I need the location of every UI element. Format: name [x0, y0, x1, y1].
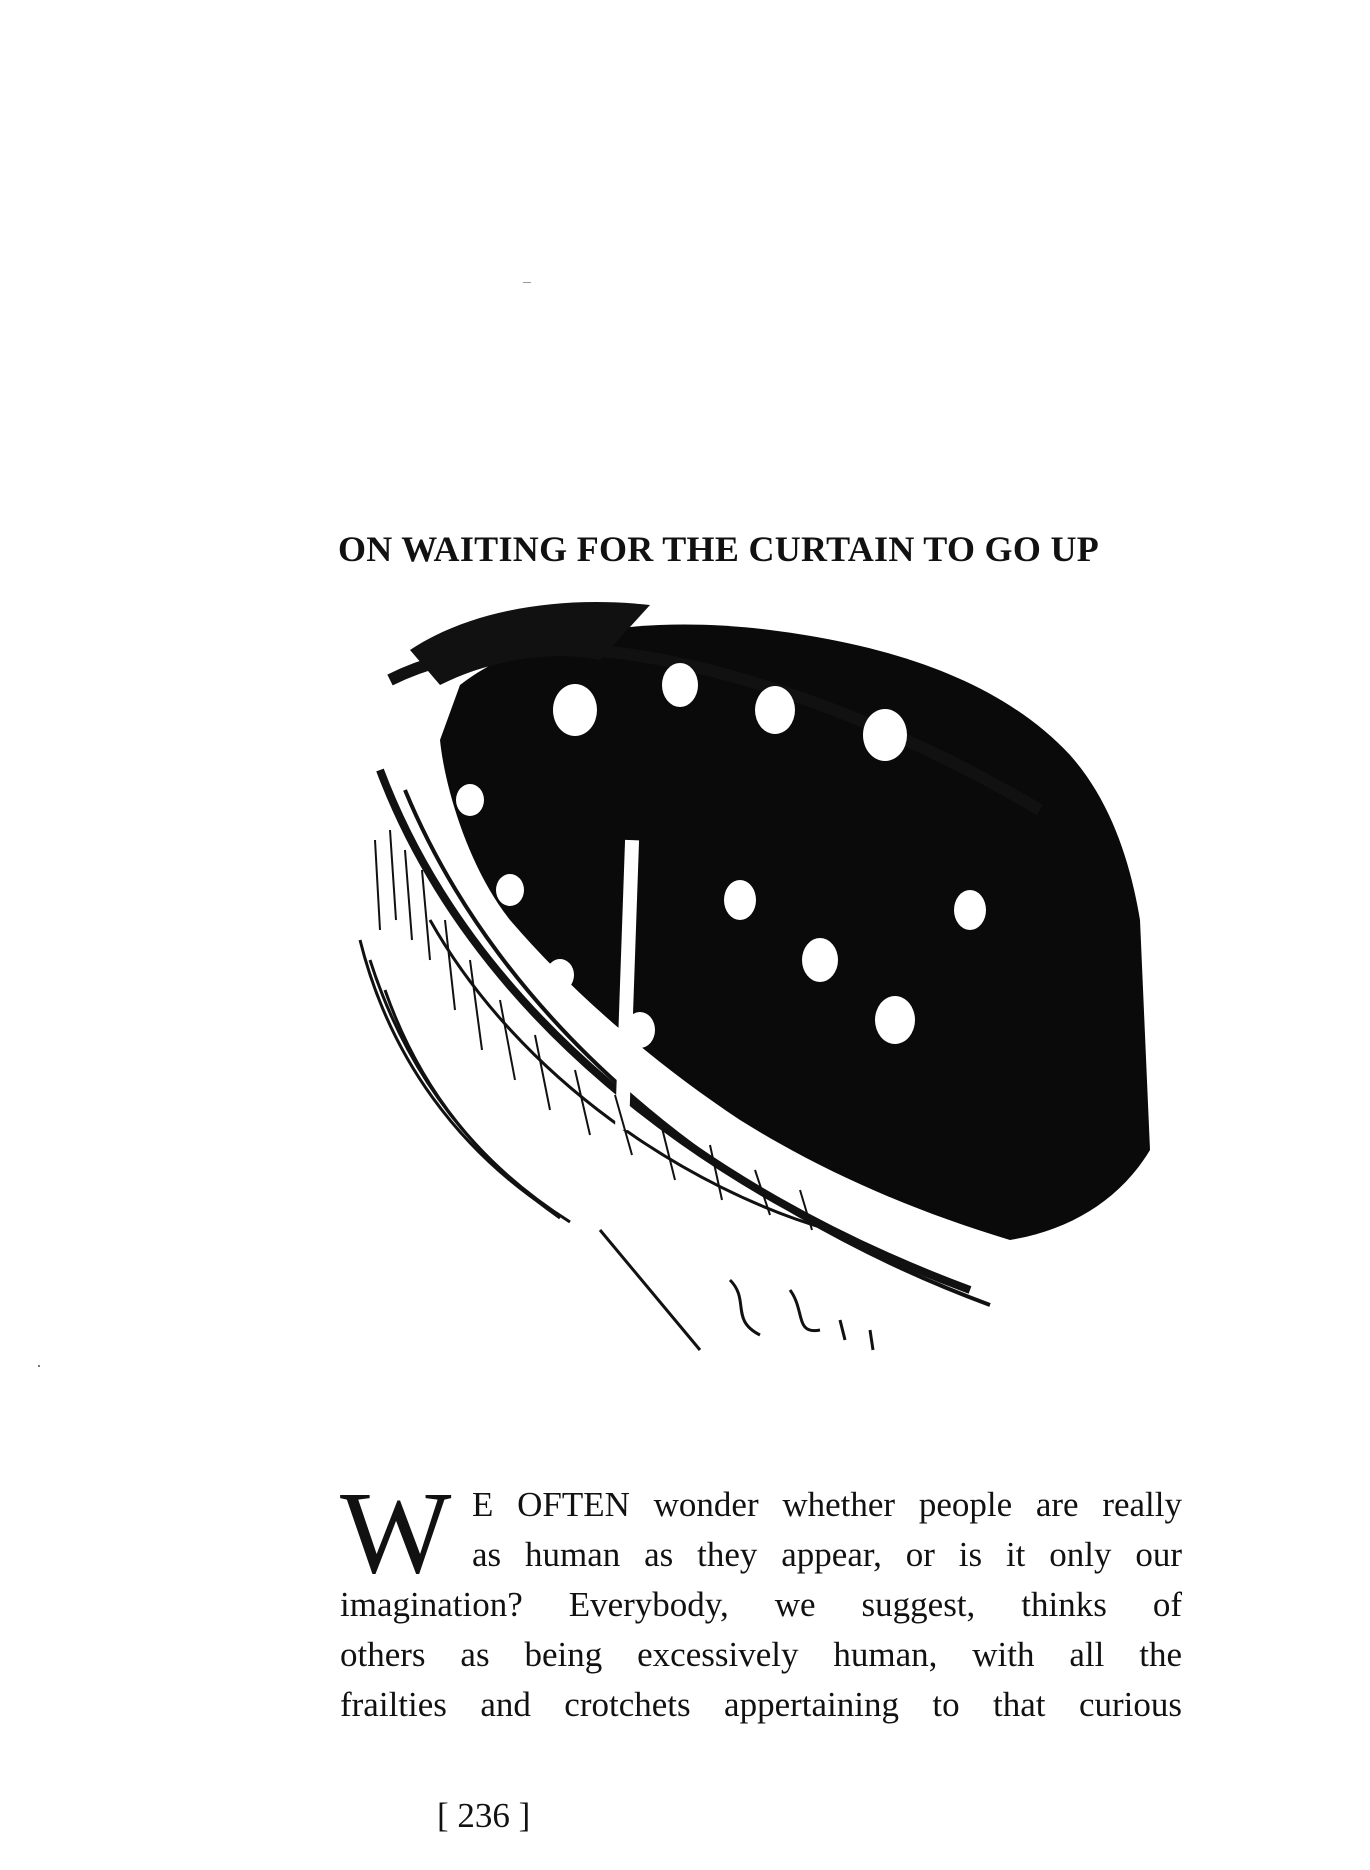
body-line: others as being excessively human, with all the	[340, 1635, 1182, 1674]
drop-cap-letter: W	[340, 1467, 452, 1598]
body-line: imagination? Everybody, we suggest, thinks of	[340, 1585, 1182, 1624]
scan-speck	[523, 282, 531, 283]
theater-balcony-illustration	[350, 590, 1180, 1450]
body-line: as human as they appear, or is it only our	[472, 1535, 1182, 1574]
body-line: frailties and crotchets appertaining to that curious	[340, 1685, 1182, 1724]
scan-speck	[38, 1365, 40, 1367]
body-line: E OFTEN wonder whether people are really	[472, 1485, 1182, 1524]
chapter-title: ON WAITING FOR THE CURTAIN TO GO UP	[338, 529, 1100, 569]
body-paragraph	[340, 1467, 1182, 1730]
page-number: [ 236 ]	[437, 1796, 531, 1835]
